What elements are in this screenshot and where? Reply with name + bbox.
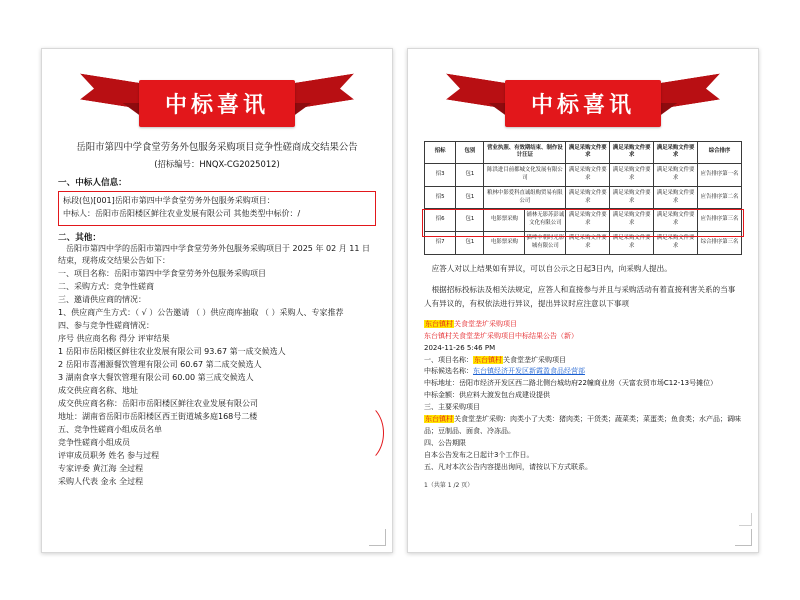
announcement-date: 2024-11-26 5:46 PM bbox=[424, 343, 496, 352]
body-line: 一、项目名称：岳阳市第四中学食堂劳务外包服务采购项目 bbox=[58, 269, 266, 279]
announcement-item bbox=[424, 378, 742, 390]
item-tail: ：肉类小了大类：猪肉类；干货类；蔬菜类；菜蛋类；鱼食类；水产品；调味品；豆制品、面食、冷冻品。 bbox=[424, 415, 741, 435]
item-label: 中标金额： bbox=[424, 391, 459, 400]
table-header-cell: 满足采购文件要求 bbox=[566, 141, 610, 164]
announcement-title bbox=[424, 319, 742, 331]
body-line: 2 岳阳市喜湘源餐饮管理有限公司 60.67 第二成交候选人 bbox=[58, 360, 262, 370]
item-rest: 关食堂垄圹采购 bbox=[454, 415, 503, 424]
table-header-cell: 营业执照、有效期结束、制作设计汪证 bbox=[484, 141, 566, 164]
table-cell: 满足采购文件要求 bbox=[610, 209, 654, 232]
section-heading-winner: 一、中标人信息： bbox=[58, 177, 127, 188]
body-line: 二、采购方式：竞争性磋商 bbox=[58, 282, 154, 292]
banner-ribbon-page2 bbox=[424, 73, 742, 135]
table-cell: 满足采购文件要求 bbox=[610, 164, 654, 187]
body-line: 成交供应商名称：岳阳市岳阳楼区鲜往农业发展有限公司 bbox=[58, 398, 258, 408]
table-header-row bbox=[425, 141, 742, 164]
table-cell: 陈洪进目前都城文化发展有限公司 bbox=[484, 164, 566, 187]
table-cell: 满足采购文件要求 bbox=[566, 164, 610, 187]
table-cell: 包1 bbox=[456, 209, 484, 232]
page-corner-fold bbox=[369, 529, 386, 546]
table-cell: 应告排序第一名 bbox=[698, 164, 742, 187]
table-cell: 电影票采购 bbox=[484, 232, 525, 255]
table-cell: 猫啤中朝时光影城有限公司 bbox=[525, 232, 566, 255]
document-page-2 bbox=[407, 48, 759, 553]
body-line: 岳阳市第四中学的岳阳市第四中学食堂劳务外包服务采购项目于 2025 年 02 月 11 日结束，现将成交结果公告如下： bbox=[58, 243, 370, 266]
table-header-cell: 综合排序 bbox=[698, 141, 742, 164]
table-cell: 满足采购文件要求 bbox=[654, 164, 698, 187]
body-line: 序号 供应商名称 得分 评审结果 bbox=[58, 334, 170, 344]
body-line: 1 岳阳市岳阳楼区鲜往农业发展有限公司 93.67 第一成交候选人 bbox=[58, 347, 286, 357]
table-cell: 满足采购文件要求 bbox=[610, 186, 654, 209]
table-cell: 满足采购文件要求 bbox=[654, 232, 698, 255]
table-cell: 招6 bbox=[425, 209, 456, 232]
table-cell: 电影票采购 bbox=[484, 209, 525, 232]
table-cell: 满足采购文件要求 bbox=[566, 186, 610, 209]
announcement-title-rest: 关食堂垄圹采购项目 bbox=[454, 319, 517, 328]
item-highlight: 东台镇村 bbox=[474, 355, 502, 364]
announcement-item bbox=[424, 355, 742, 367]
body-line: 评审成员职务 姓名 参与过程 bbox=[58, 450, 160, 460]
table-cell: 满足采购文件要求 bbox=[654, 209, 698, 232]
table-header-cell: 满足采购文件要求 bbox=[654, 141, 698, 164]
table-row bbox=[425, 186, 742, 209]
table-cell: 招7 bbox=[425, 232, 456, 255]
table-cell: 包1 bbox=[456, 232, 484, 255]
table-row bbox=[425, 209, 742, 232]
announcement-subtitle: 东台镇村关食堂垄圹采购项目中标结果公告（新） bbox=[424, 331, 578, 340]
item-highlight: 东台镇村 bbox=[425, 415, 453, 424]
body-line: 五、竞争性磋商小组成员名单 bbox=[58, 424, 162, 434]
table-row bbox=[425, 164, 742, 187]
body-line: 采购人代表 金永 全过程 bbox=[58, 476, 144, 486]
table-row-highlighted bbox=[425, 232, 742, 255]
table-header-cell: 满足采购文件要求 bbox=[610, 141, 654, 164]
item-label: 中标地址： bbox=[424, 379, 459, 388]
red-annotation-arc bbox=[343, 402, 384, 464]
body-line: 1、供应商产生方式：（ √ ）公告邀请 （ ）供应商库抽取 （ ）采购人、专家推荐 bbox=[58, 308, 344, 318]
page-corner-fold bbox=[735, 529, 752, 546]
table-cell: 满足采购文件要求 bbox=[566, 232, 610, 255]
document-page-1 bbox=[41, 48, 393, 553]
table-cell: 应告排序第三名 bbox=[698, 209, 742, 232]
announcement-item bbox=[424, 390, 742, 402]
page1-body bbox=[58, 243, 376, 489]
announcement-item: 五、凡对本次公告内容提出询问，请按以下方式联系。 bbox=[424, 462, 592, 471]
announcement-item bbox=[424, 414, 742, 438]
item-rest: 岳阳市经济开发区西二路北侧台城幼府22幢商业房（天富农贸市场C12-13号摊位） bbox=[459, 379, 718, 388]
page-title: 岳阳市第四中学食堂劳务外包服务采购项目竞争性磋商成交结果公告 bbox=[76, 141, 358, 153]
table-cell: 招5 bbox=[425, 186, 456, 209]
item-label: 一、项目名称： bbox=[424, 355, 473, 364]
winner-info-box bbox=[58, 191, 376, 226]
notice-paragraph: 根据招标投标法及相关法规定，应答人和直接参与并且与采购活动有着直接利害关系的当事人有异议的，有权依法进行异议，提出异议时应注意以下事项 bbox=[424, 284, 736, 308]
notice-paragraph: 应答人对以上结果如有异议，可以自公示之日起3日内，向采购人提出。 bbox=[431, 263, 672, 273]
body-line: 成交供应商名称、地址 bbox=[58, 386, 138, 395]
bid-table-wrap bbox=[424, 141, 742, 255]
body-line: 三、邀请供应商的情况： bbox=[58, 295, 146, 305]
bid-result-table bbox=[424, 141, 742, 255]
banner-text: 中标喜讯 bbox=[505, 80, 661, 127]
table-cell: 满足采购文件要求 bbox=[654, 186, 698, 209]
table-cell: 包1 bbox=[456, 164, 484, 187]
page-footer: 1（共第 1 /2 页） bbox=[424, 481, 474, 489]
page-corner-fold-secondary bbox=[739, 513, 752, 526]
item-rest: 供应料大渡发包台成建设提供 bbox=[459, 391, 550, 400]
table-cell: 满足采购文件要求 bbox=[566, 209, 610, 232]
body-line: 地址：湖南省岳阳市岳阳楼区西王街道城多庭168号二楼 bbox=[58, 411, 258, 421]
item-label: 中标候选名称： bbox=[424, 367, 473, 376]
item-link[interactable]: 东台镇经济开发区新霞盈食品经营部 bbox=[473, 367, 585, 376]
table-cell: 应告排序第二名 bbox=[698, 186, 742, 209]
body-line: 四、参与竞争性磋商情况： bbox=[58, 321, 154, 331]
announcement-item: 四、公告期限 bbox=[424, 438, 466, 447]
table-cell: 招3 bbox=[425, 164, 456, 187]
announcement-item: 三、主要采购项目 bbox=[424, 403, 480, 412]
table-cell: 铺林无影苏彭诚文化有限公司 bbox=[525, 209, 566, 232]
body-line: 竞争性磋商小组成员 bbox=[58, 437, 130, 447]
item-rest: 关食堂垄圹采购项目 bbox=[503, 355, 566, 364]
winner-name-line: 中标人：岳阳市岳阳楼区鲜往农业发展有限公司 其他类型中标价：/ bbox=[63, 208, 301, 218]
table-header-cell: 包别 bbox=[456, 141, 484, 164]
table-cell: 满足采购文件要求 bbox=[610, 232, 654, 255]
banner-text: 中标喜讯 bbox=[139, 80, 295, 127]
announcement-item bbox=[424, 366, 742, 378]
body-line: 3 湖南食享大餐饮管理有限公司 60.00 第三成交候选人 bbox=[58, 373, 254, 383]
table-header-cell: 招标 bbox=[425, 141, 456, 164]
table-cell: 粮林中影爱科直诚组购贸易有限公司 bbox=[484, 186, 566, 209]
table-cell: 综合排序第三名 bbox=[698, 232, 742, 255]
banner-ribbon-page1 bbox=[58, 73, 376, 135]
table-cell: 包1 bbox=[456, 186, 484, 209]
announcement-title-highlight: 东台镇村 bbox=[425, 319, 453, 328]
announcement-block bbox=[424, 319, 742, 474]
announcement-item: 自本公告发布之日起计3个工作日。 bbox=[424, 450, 534, 459]
winner-lot-line: 标段(包)[001]岳阳市第四中学食堂劳务外包服务采购项目： bbox=[63, 195, 275, 205]
body-line: 专家评委 黄江海 全过程 bbox=[58, 463, 144, 473]
section-heading-other: 二、其他： bbox=[58, 232, 101, 243]
page-subtitle: (招标编号：HNQX-CG2025012) bbox=[154, 158, 280, 169]
